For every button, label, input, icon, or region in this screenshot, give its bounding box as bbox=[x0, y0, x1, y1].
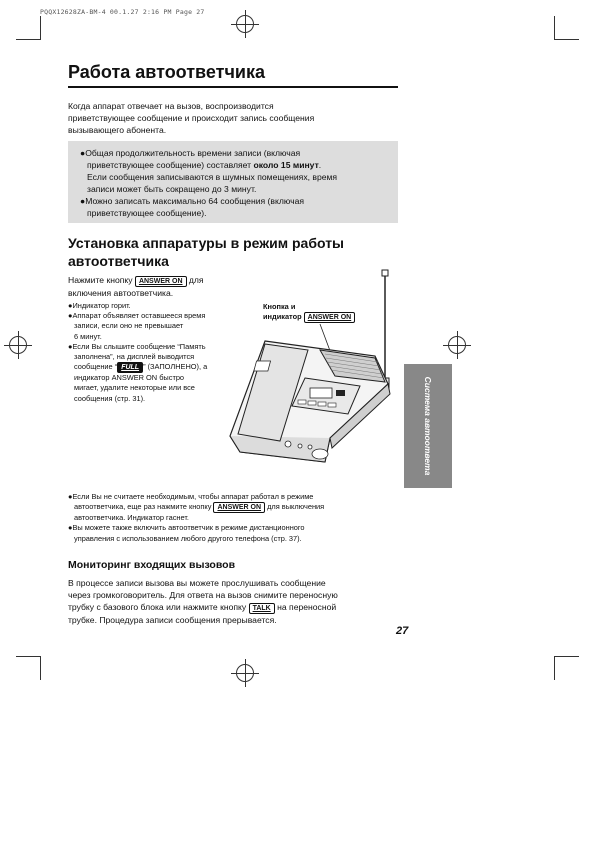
crop-mark bbox=[16, 656, 40, 657]
print-header: PQQX12628ZA-BM-4 00.1.27 2:16 PM Page 27 bbox=[40, 8, 205, 16]
monitor-title: Мониторинг входящих вызовов bbox=[68, 559, 236, 571]
intro-text: Когда аппарат отвечает на вызов, воспроизводится приветствующее сообщение и происходит запись сообщения вызывающего абонента. bbox=[68, 101, 315, 135]
section-title: Установка аппаратуры в режим работы автоответчика bbox=[68, 235, 345, 269]
note-box: ●Общая продолжительность времени записи (включая приветствующее сообщение) составляет около 15 минут. Если сообщения записываются в шумных помещениях, время записи может быть сокращено до 3 минут. ●Можно записать максимально 64 сообщения (включая приветствующее сообщение). bbox=[68, 141, 398, 223]
device-callout: Кнопка и индикатор ANSWER ON bbox=[263, 302, 383, 323]
answer-on-key: ANSWER ON bbox=[135, 276, 187, 287]
monitor-text: В процессе записи вызова вы можете прослушивать сообщение через громкоговоритель. Для ответа на вызов снимите переносную трубку с базового блока или нажмите кнопку TALK на переносной трубке. Процедура записи сообщения прерывается. bbox=[68, 578, 338, 625]
crop-mark bbox=[40, 656, 41, 680]
crop-mark bbox=[40, 16, 41, 40]
page-number: 27 bbox=[396, 625, 409, 637]
bullet-list-left: ●Индикатор горит. ●Аппарат объявляет оставшееся время записи, если оно не превышает 6 минут. ●Если Вы слышите сообщение “Память заполнена”, на дисплей выводится сообщение “ FULL ” (ЗАПОЛНЕНО), а индикатор ANSWER ON быстро мигает, удалите некоторые или все сообщения (стр. 31). bbox=[68, 301, 208, 403]
registration-mark bbox=[448, 336, 466, 354]
crop-mark bbox=[554, 656, 555, 680]
page-title: Работа автоответчика bbox=[68, 62, 265, 82]
instruction-text: Нажмите кнопку ANSWER ON для включения автоответчика. bbox=[68, 275, 204, 298]
registration-mark bbox=[236, 664, 254, 682]
registration-mark bbox=[236, 15, 254, 33]
crop-mark bbox=[554, 16, 555, 40]
bullet-list-bottom: ●Если Вы не считаете необходимым, чтобы аппарат работал в режиме автоответчика, еще раз нажмите кнопку ANSWER ON для выключения автоответчика. Индикатор гаснет. ●Вы можете также включить автоответчик в режиме дистанционного управления с использованием любого другого телефона (стр. 37). bbox=[68, 492, 325, 543]
crop-mark bbox=[16, 39, 40, 40]
answering-machine-illustration bbox=[220, 266, 400, 476]
section-side-tab: Система автоответа bbox=[404, 364, 452, 488]
title-rule bbox=[68, 86, 398, 88]
crop-mark bbox=[555, 656, 579, 657]
full-display-key: FULL bbox=[117, 362, 143, 373]
answer-on-key: ANSWER ON bbox=[213, 502, 265, 513]
registration-mark bbox=[9, 336, 27, 354]
answer-on-key: ANSWER ON bbox=[304, 312, 356, 323]
talk-key: TALK bbox=[249, 603, 275, 614]
crop-mark bbox=[555, 39, 579, 40]
